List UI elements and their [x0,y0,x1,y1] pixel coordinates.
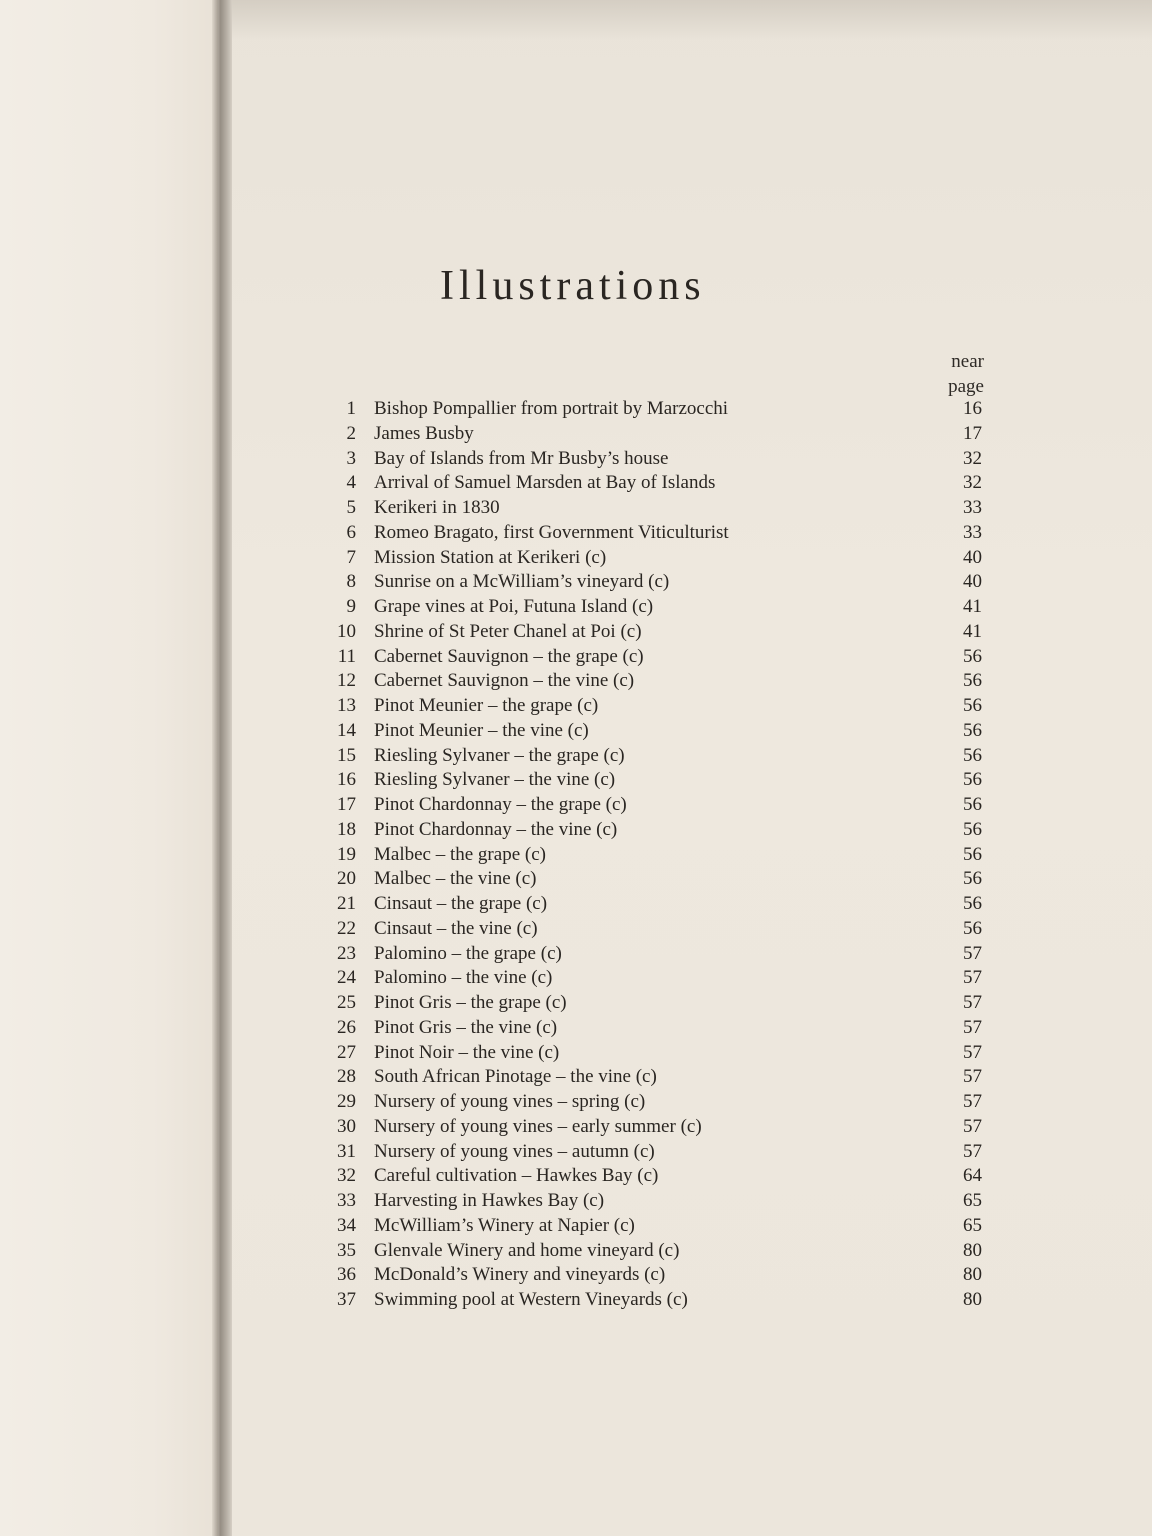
list-item [318,645,988,670]
near-label: near [951,351,984,372]
illustration-number: 10 [337,620,356,642]
illustration-number: 23 [337,942,356,964]
illustration-title: James Busby [374,422,474,444]
illustration-number: 24 [337,967,356,989]
illustration-title: South African Pinotage – the vine (c) [374,1066,657,1088]
illustration-number: 1 [346,398,356,419]
list-item [318,1016,988,1041]
illustration-page: 64 [963,1165,982,1187]
illustration-title: Palomino – the vine (c) [374,967,553,989]
illustration-title: Bay of Islands from Mr Busby’s house [374,447,669,469]
illustration-page: 57 [963,1115,982,1137]
illustration-title: Glenvale Winery and home vineyard (c) [374,1239,680,1261]
illustration-title: Mission Station at Kerikeri (c) [374,546,607,568]
illustration-number: 13 [337,695,356,716]
illustration-number: 15 [337,744,356,766]
illustration-number: 27 [337,1041,356,1063]
illustration-page: 57 [963,1016,982,1038]
list-item [318,942,988,967]
list-item [318,1263,988,1288]
list-item [318,620,988,645]
illustration-page: 56 [963,917,982,939]
illustration-page: 56 [963,893,982,914]
illustration-page: 41 [963,596,982,617]
list-item [318,768,988,793]
illustration-title: Bishop Pompallier from portrait by Marzocchi [374,398,729,419]
illustration-number: 16 [337,769,356,791]
illustration-number: 7 [346,546,356,568]
list-item [318,1239,988,1264]
illustration-page: 56 [963,719,982,741]
illustration-number: 11 [337,645,356,667]
list-item [318,1214,988,1239]
illustration-number: 17 [337,794,356,815]
illustration-number: 8 [346,571,356,593]
list-item [318,546,988,571]
illustration-number: 14 [337,719,356,741]
illustration-page: 16 [963,398,982,419]
near-page-header [948,349,984,399]
illustration-page: 80 [963,1289,982,1310]
illustration-page: 56 [963,670,982,692]
illustration-page: 40 [963,571,982,593]
illustration-number: 29 [337,1091,356,1112]
illustration-page: 57 [963,1091,982,1112]
illustration-title: Malbec – the grape (c) [374,843,546,865]
list-item [318,1288,988,1313]
illustration-title: Pinot Meunier – the grape (c) [374,695,599,716]
illustrations-list [318,397,988,1313]
list-item [318,991,988,1016]
illustration-title: Pinot Chardonnay – the grape (c) [374,794,627,815]
list-item [318,521,988,546]
illustration-number: 35 [337,1239,356,1261]
illustration-page: 32 [963,447,982,469]
list-item [318,496,988,521]
illustration-title: Swimming pool at Western Vineyards (c) [374,1289,688,1310]
illustration-title: Riesling Sylvaner – the grape (c) [374,744,625,766]
illustration-title: McWilliam’s Winery at Napier (c) [374,1214,635,1236]
illustration-page: 57 [963,992,982,1013]
illustration-title: Cinsaut – the vine (c) [374,917,538,939]
list-item [318,471,988,496]
illustration-number: 6 [346,521,356,543]
illustration-page: 80 [963,1264,982,1286]
illustration-number: 3 [346,447,356,469]
illustration-title: Malbec – the vine (c) [374,868,537,890]
illustration-number: 2 [346,422,356,444]
list-item [318,447,988,472]
illustration-title: Arrival of Samuel Marsden at Bay of Islands [374,472,716,494]
illustration-page: 56 [963,769,982,791]
list-item [318,1115,988,1140]
illustration-title: Nursery of young vines – spring (c) [374,1091,646,1112]
illustration-title: Romeo Bragato, first Government Viticulturist [374,521,729,543]
illustration-title: Palomino – the grape (c) [374,942,562,964]
illustration-title: Sunrise on a McWilliam’s vineyard (c) [374,571,670,593]
illustration-page: 33 [963,521,982,543]
list-item [318,966,988,991]
list-item [318,1041,988,1066]
illustration-number: 32 [337,1165,356,1187]
illustration-title: Cabernet Sauvignon – the vine (c) [374,670,635,692]
illustration-page: 57 [963,967,982,989]
illustration-page: 56 [963,794,982,815]
illustration-number: 28 [337,1066,356,1088]
illustration-number: 31 [337,1140,356,1162]
illustration-page: 56 [963,818,982,840]
illustration-page: 65 [963,1214,982,1236]
illustration-number: 4 [346,472,356,494]
illustration-page: 40 [963,546,982,568]
list-item [318,669,988,694]
illustration-title: Careful cultivation – Hawkes Bay (c) [374,1165,659,1187]
illustration-title: Pinot Gris – the vine (c) [374,1016,558,1038]
list-item [318,1164,988,1189]
illustration-page: 56 [963,868,982,890]
illustration-number: 21 [337,893,356,914]
illustration-title: Grape vines at Poi, Futuna Island (c) [374,596,654,617]
illustration-number: 26 [337,1016,356,1038]
illustration-page: 17 [963,422,982,444]
list-item [318,793,988,818]
list-item [318,917,988,942]
illustration-title: Cinsaut – the grape (c) [374,893,548,914]
list-item [318,843,988,868]
illustration-number: 37 [337,1289,356,1310]
list-item [318,744,988,769]
illustration-number: 5 [346,497,356,518]
left-page [0,0,218,1536]
illustration-page: 57 [963,1041,982,1063]
illustration-number: 33 [337,1190,356,1211]
illustration-number: 18 [337,818,356,840]
list-item [318,397,988,422]
illustration-page: 56 [963,695,982,716]
list-item [318,1090,988,1115]
list-item [318,892,988,917]
list-item [318,719,988,744]
illustration-number: 12 [337,670,356,692]
illustration-number: 34 [337,1214,356,1236]
list-item [318,1189,988,1214]
illustration-title: Cabernet Sauvignon – the grape (c) [374,645,644,667]
illustration-title: Nursery of young vines – autumn (c) [374,1140,655,1162]
illustration-title: Shrine of St Peter Chanel at Poi (c) [374,620,642,642]
illustration-number: 20 [337,868,356,890]
illustration-page: 41 [963,620,982,642]
illustration-title: Nursery of young vines – early summer (c) [374,1115,702,1137]
page-title: Illustrations [440,263,706,309]
list-item [318,867,988,892]
illustration-page: 32 [963,472,982,494]
list-item [318,422,988,447]
illustration-title: Riesling Sylvaner – the vine (c) [374,769,616,791]
illustration-page: 56 [963,843,982,865]
illustration-title: Harvesting in Hawkes Bay (c) [374,1190,605,1211]
illustration-title: Kerikeri in 1830 [374,497,500,518]
illustration-page: 80 [963,1239,982,1261]
illustration-title: Pinot Chardonnay – the vine (c) [374,818,618,840]
illustration-number: 19 [337,843,356,865]
illustration-page: 56 [963,645,982,667]
page-top-shadow [232,0,1152,40]
illustration-page: 65 [963,1190,982,1211]
illustration-number: 25 [337,992,356,1013]
illustration-page: 56 [963,744,982,766]
illustration-number: 36 [337,1264,356,1286]
page-label: page [948,376,984,397]
illustration-title: Pinot Gris – the grape (c) [374,992,567,1013]
list-item [318,570,988,595]
illustration-number: 22 [337,917,356,939]
illustration-number: 30 [337,1115,356,1137]
illustration-page: 57 [963,1140,982,1162]
illustration-title: Pinot Noir – the vine (c) [374,1041,560,1063]
illustration-page: 33 [963,497,982,518]
illustration-title: Pinot Meunier – the vine (c) [374,719,589,741]
illustration-page: 57 [963,942,982,964]
list-item [318,595,988,620]
illustration-title: McDonald’s Winery and vineyards (c) [374,1264,666,1286]
list-item [318,818,988,843]
list-item [318,1065,988,1090]
illustration-number: 9 [346,596,356,617]
list-item [318,1140,988,1165]
list-item [318,694,988,719]
illustration-page: 57 [963,1066,982,1088]
